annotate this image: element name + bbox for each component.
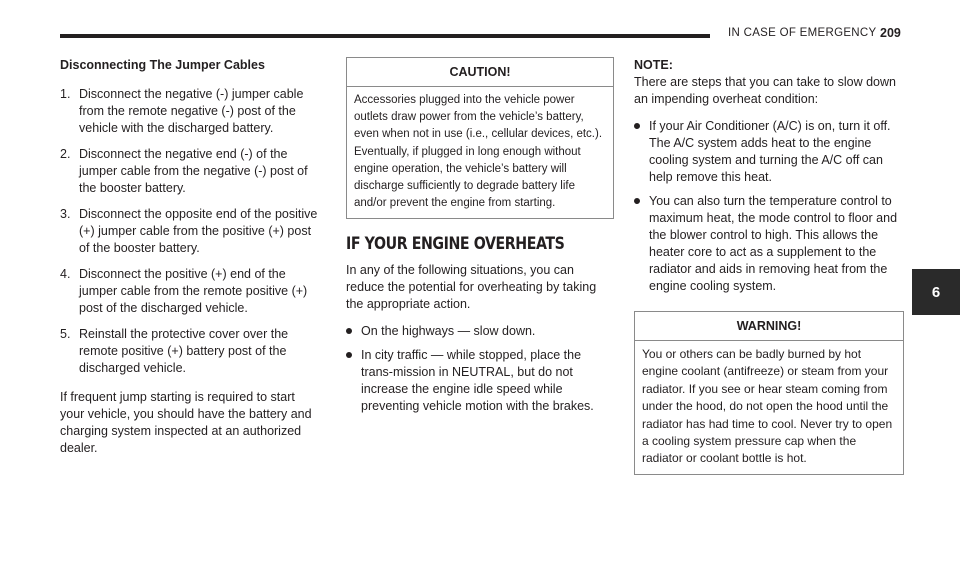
step-text: Disconnect the positive (+) end of the jumper cable from the remote positive (+) post of the discharged vehicle.: [79, 267, 308, 315]
step-number: 3.: [60, 207, 71, 221]
note-intro: There are steps that you can take to slow down an impending overheat condition:: [634, 75, 896, 106]
bullet-dot-icon: [634, 123, 640, 129]
step-number: 5.: [60, 327, 71, 341]
chapter-tab[interactable]: 6: [912, 269, 960, 315]
list-item: [634, 118, 904, 186]
warning-body: You or others can be badly burned by hot engine coolant (antifreeze) or steam from your radiator. If you see or hear steam coming from under the hood, do not open the hood until the radiator has had time to cool. Never try to open a cooling system pressure cap when the radiator or coolant bottle is hot.: [642, 347, 893, 466]
list-item: [346, 347, 614, 415]
step-text: Disconnect the opposite end of the positive (+) jumper cable from the positive (+) post of the booster battery.: [79, 207, 318, 255]
caution-title: CAUTION!: [347, 58, 613, 87]
warning-title: WARNING!: [635, 312, 903, 341]
list-item: [634, 193, 904, 295]
bullet-dot-icon: [346, 328, 352, 334]
step-item: [60, 146, 322, 197]
note-label: NOTE:: [634, 58, 673, 72]
step-text: Disconnect the negative (-) jumper cable from the remote negative (-) post of the vehicle with the discharged battery.: [79, 87, 304, 135]
section-heading-overheats: IF YOUR ENGINE OVERHEATS: [346, 234, 565, 254]
step-number: 2.: [60, 147, 71, 161]
bullet-text: On the highways — slow down.: [361, 324, 536, 339]
bullet-text: You can also turn the temperature control to maximum heat, the mode control to floor and the blower control to high. This allows the heater core to act as a supplement to the radiator and aids in removing heat from the engine cooling system.: [649, 194, 898, 293]
caution-body: Accessories plugged into the vehicle power outlets draw power from the vehicle’s battery, even when not in use (i.e., cellular devices, etc.). Eventually, if plugged in long enough without engine operation, the vehicle’s battery will discharge sufficiently to degrade battery life and/or prevent the engine from starting.: [354, 94, 603, 210]
column-note-warning: [634, 57, 904, 475]
running-header-title: IN CASE OF EMERGENCY: [728, 27, 877, 39]
caution-box: [346, 57, 614, 219]
step-number: 1.: [60, 87, 71, 101]
subheading-disconnecting-cables: Disconnecting The Jumper Cables: [60, 58, 265, 72]
step-item: [60, 326, 322, 377]
overheat-intro: In any of the following situations, you can reduce the potential for overheating by taking the appropriate action.: [346, 263, 597, 312]
bullet-dot-icon: [346, 352, 352, 358]
page-number: 209: [880, 26, 901, 40]
bullet-text: If your Air Conditioner (A/C) is on, turn it off. The A/C system adds heat to the engine cooling system and turning the A/C off can help remove this heat.: [649, 119, 891, 184]
column-jumper-cables: [60, 57, 322, 457]
bullet-text: In city traffic — while stopped, place the trans-mission in NEUTRAL, but do not increase the engine idle speed while preventing vehicle motion with the brakes.: [361, 348, 594, 414]
step-text: Reinstall the protective cover over the remote positive (+) battery post of the discharged vehicle.: [79, 327, 289, 375]
step-number: 4.: [60, 267, 71, 281]
step-item: [60, 266, 322, 317]
list-item: [346, 323, 614, 340]
warning-box: [634, 311, 904, 475]
step-item: [60, 206, 322, 257]
jump-start-note-paragraph: If frequent jump starting is required to start your vehicle, you should have the battery and charging system inspected at an authorized dealer.: [60, 390, 312, 455]
step-text: Disconnect the negative end (-) of the jumper cable from the negative (-) post of the booster battery.: [79, 147, 308, 195]
step-item: [60, 86, 322, 137]
bullet-dot-icon: [634, 198, 640, 204]
column-overheat: [346, 57, 614, 422]
header-rule: [60, 34, 710, 38]
